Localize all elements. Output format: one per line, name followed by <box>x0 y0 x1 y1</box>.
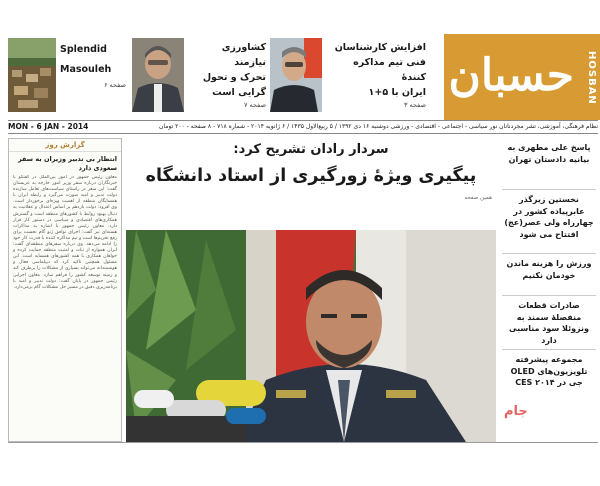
promo-agriculture-line-2: تحرک و تحول <box>202 72 266 83</box>
nuclear-official-photo <box>270 38 322 112</box>
lead-story <box>126 140 496 442</box>
logo-wordmark: حسبان <box>448 50 574 101</box>
logo-latin: HOSBAN <box>586 51 597 105</box>
brief-samand-exports: صادرات قطعات منفصلهٔ سمند به ونزوئلا سود مناسبی دارد <box>508 301 589 345</box>
promo-agriculture[interactable] <box>188 40 266 110</box>
promo-agriculture-line-3: گرایی است <box>212 87 266 98</box>
promo-agriculture-line-1: کشاورزی نیازمند <box>221 42 266 68</box>
daily-report-body: معاون رئیس جمهور در امور بین‌الملل در گفتگو با خبرنگاران درباره سفر وزیر امور خارجه به عربستان گفت: این سفر در راستای سیاست‌های تعامل سازنده دولت تدبیر و امید صورت می‌گیرد و رابطه ایران با همسایگان منطقه از اهمیت ویژه‌ای برخوردار است. وی افزود: دولت یازدهم بر اساس اعتدال و عقلانیت به دنبال بهبود روابط با کشورهای منطقه است و گسترش همکاری‌های اقتصادی و سیاسی در دستور کار قرار دارد. معاون رئیس جمهور با اشاره به مذاکرات هسته‌ای نیز گفت: اجرای توافق ژنو گام نخست برای رفع تحریم‌ها است و تیم مذاکره کننده با قدرت کار خود را ادامه می‌دهد. وی درباره سفرهای منطقه‌ای گفت: ایران همواره از ثبات و امنیت منطقه حمایت کرده و خواهان همکاری با همه کشورهای همسایه است. این مسئول همچنین تاکید کرد که دیپلماسی فعال و هوشمندانه می‌تواند بسیاری از مشکلات را برطرف کند و زمینه توسعه کشور را فراهم سازد. معاون اجرایی رئیس جمهور در پایان گفت: دولت تدبیر و امید با برنامه‌ریزی دقیق در مسیر حل مشکلات گام برمی‌دارد. <box>13 175 117 290</box>
brief-oled-tv: مجموعه پیشرفته تلویزیون‌های OLED جی در CES ۲۰۱۴ <box>510 355 588 387</box>
masthead <box>8 30 598 120</box>
brief-item[interactable] <box>502 138 596 190</box>
promo-masouleh[interactable] <box>60 40 126 90</box>
bottom-divider <box>8 442 598 443</box>
promo-nuclear-team[interactable] <box>326 40 426 110</box>
brief-underpass: نخستین زیرگذر عابرپیاده کشور در چهارراه ولی عصر(عج) افتتاح می شود <box>504 195 594 239</box>
promo-agriculture-page-ref: صفحه ۷ <box>243 101 266 109</box>
brief-item[interactable] <box>502 190 596 254</box>
newspaper-logo[interactable] <box>444 34 600 120</box>
promo-masouleh-title-2: Masouleh <box>60 64 112 75</box>
brief-sports: ورزش را هزینه ماندن خودمان نکنیم <box>506 259 592 280</box>
promo-masouleh-title-1: Splendid <box>60 44 107 55</box>
english-date: MON - 6 JAN - 2014 <box>8 122 89 131</box>
watermark-logo: جام <box>504 404 528 419</box>
promo-nuclear-line-2: فنی تیم مذاکره کنندهٔ <box>353 57 426 83</box>
lead-photo <box>126 230 496 442</box>
persian-issue-info: نظام فرهنگی، آموزشی، تشر مجردنانان نور سیاسی - اجتماعی - اقتصادی - ورزشی دوشنبه ۱۶ دی ۱۳۹۲ / ۵ ربیع‌الاول ۱۴۳۵ / ۶ ژانویه ۲۰۱۴ - شماره ۷۱۸ - ۸ صفحه - ۲۰۰ تومان <box>158 123 598 130</box>
promo-nuclear-line-1: افزایش کارشناسان <box>334 42 426 53</box>
lead-kicker: سردار رادان تشریح کرد: <box>233 142 389 157</box>
daily-report-lead[interactable]: انتظار بی‌ تدبیر وزیران به سفر سعودی دارد <box>17 155 117 172</box>
brief-motahari: پاسخ علی مطهری به بیانیه دادستان تهران <box>507 143 591 164</box>
dateline-bar <box>8 120 598 134</box>
lead-byline: همین صفحه <box>464 195 492 201</box>
daily-report-column <box>8 138 122 442</box>
brief-item[interactable] <box>502 296 596 350</box>
promo-nuclear-line-3: ایران با ۵+۱ <box>368 87 426 98</box>
daily-report-heading: گزارش روز <box>9 139 121 152</box>
brief-item[interactable] <box>502 350 596 400</box>
promo-masouleh-page-ref: صفحه ۶ <box>103 81 126 89</box>
brief-item[interactable] <box>502 254 596 296</box>
masouleh-photo <box>8 38 56 112</box>
agriculture-minister-photo <box>132 38 184 112</box>
promo-nuclear-page-ref: صفحه ۳ <box>403 101 426 109</box>
news-briefs-column <box>502 138 596 442</box>
lead-headline[interactable]: پیگیری ویژهٔ زورگیری از استاد دانشگاه <box>145 166 477 186</box>
